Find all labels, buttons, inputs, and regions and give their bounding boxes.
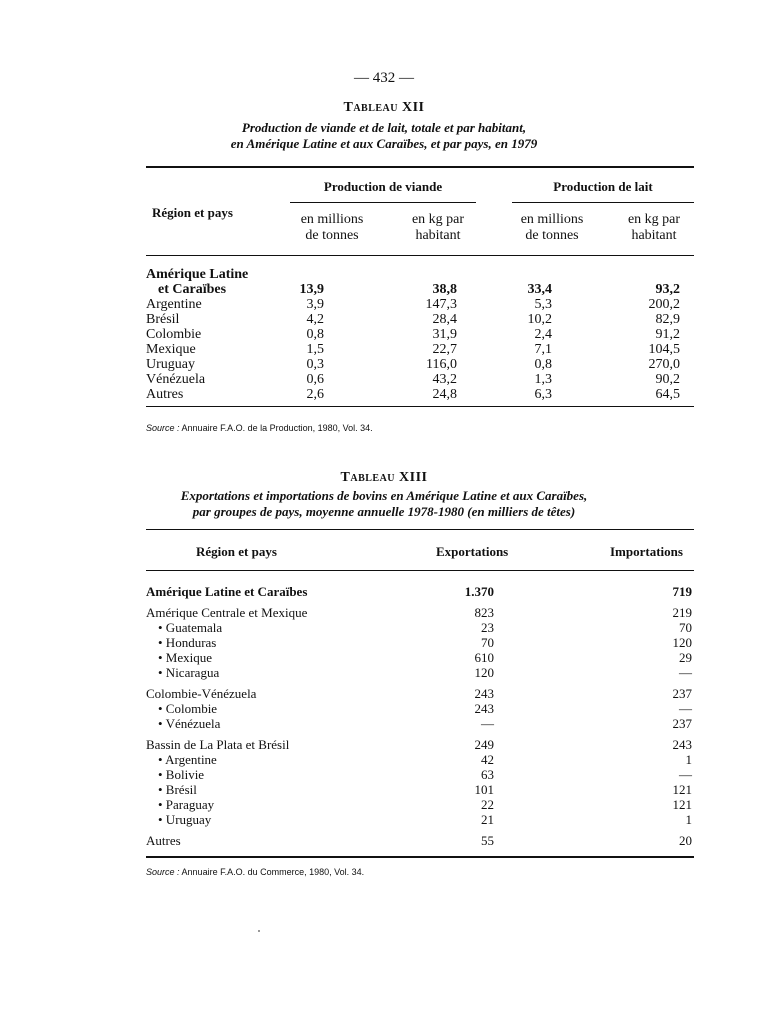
table12-cell: 2,4 <box>534 327 552 342</box>
table12-top-rule <box>146 166 694 168</box>
table12-row-name: Vénézuela <box>146 372 206 387</box>
table12-cell: 4,2 <box>306 312 324 327</box>
table13-row-name: • Vénézuela <box>158 716 221 731</box>
table13-exports: 101 <box>474 782 494 797</box>
table12-cell: 3,9 <box>306 297 324 312</box>
table12-subtitle-line1: Production de viande et de lait, totale et par habitant, <box>241 120 527 135</box>
table12-row <box>146 357 694 372</box>
table12-cell: 116,0 <box>426 357 457 372</box>
table12-row-name: Brésil <box>146 312 180 327</box>
table12-total-label-row <box>146 267 694 282</box>
table13-imports: 70 <box>679 620 692 635</box>
table12-group-meat: Production de viande <box>323 179 443 194</box>
table12-row-name: Uruguay <box>146 357 195 372</box>
table12-row-name: Argentine <box>146 297 202 312</box>
scan-speck <box>258 930 260 932</box>
table13-group-row <box>146 833 694 848</box>
table13-row-name: • Paraguay <box>158 797 215 812</box>
table13-exports: 243 <box>474 701 494 716</box>
table12-row <box>146 372 694 387</box>
table13-imports: 121 <box>672 797 692 812</box>
table13-top-rule <box>146 529 694 530</box>
table12-cell: 0,8 <box>306 327 324 342</box>
table13-row-name: Amérique Latine et Caraïbes <box>146 584 308 599</box>
table13-exports: 1.370 <box>464 584 494 599</box>
table12-total-milk-kg: 93,2 <box>655 282 680 297</box>
table13-row-name: • Mexique <box>158 650 213 665</box>
table13-header-rule <box>146 570 694 571</box>
table13-imports: — <box>679 665 692 680</box>
table12-col-region: Région et pays <box>152 205 233 220</box>
table12-cell: 270,0 <box>648 357 680 372</box>
table12-cell: 104,5 <box>648 342 680 357</box>
table13-row-name: • Brésil <box>158 782 197 797</box>
table13-item-row <box>146 635 694 650</box>
table13-exports: 22 <box>481 797 494 812</box>
table12-cell: 0,6 <box>306 372 324 387</box>
table12-row-name: Mexique <box>146 342 196 357</box>
table13-imports: 120 <box>672 635 692 650</box>
table13-group-row <box>146 737 694 752</box>
table13-item-row <box>146 797 694 812</box>
table12-cell: 22,7 <box>432 342 457 357</box>
table12-cell: 2,6 <box>306 387 324 402</box>
table12-cell: 200,2 <box>648 297 680 312</box>
table13-imports: — <box>679 767 692 782</box>
table12-sub-millions-milk: en millions de tonnes <box>520 212 584 243</box>
table13-exports: 823 <box>474 605 494 620</box>
table13-exports: 610 <box>474 650 494 665</box>
table13-imports: 1 <box>685 752 692 767</box>
table12-milk-underline <box>512 202 694 203</box>
table12-sub-kg-milk: en kg par habitant <box>627 212 681 243</box>
table12-cell: 82,9 <box>655 312 680 327</box>
table13-row-name: • Guatemala <box>158 620 223 635</box>
table12-bottom-rule <box>146 406 694 407</box>
table12-meat-underline <box>290 202 476 203</box>
table12-cell: 28,4 <box>432 312 457 327</box>
table13-col-imports: Importations <box>610 544 683 559</box>
table13-imports: 237 <box>672 686 692 701</box>
table13-item-row <box>146 767 694 782</box>
table13-row-name: • Colombie <box>158 701 218 716</box>
table13-row-name: Autres <box>146 833 181 848</box>
table13-imports: 219 <box>672 605 692 620</box>
table13-item-row <box>146 812 694 827</box>
table12-total-milk-mt: 33,4 <box>527 282 552 297</box>
table12-row-name: Autres <box>146 387 184 402</box>
table12-cell: 91,2 <box>655 327 680 342</box>
table13-imports: 719 <box>672 584 692 599</box>
table13-bottom-rule <box>146 856 694 858</box>
table13-exports: 42 <box>481 752 494 767</box>
table12-cell: 6,3 <box>534 387 552 402</box>
table12-cell: 7,1 <box>534 342 552 357</box>
table12-cell: 147,3 <box>425 297 457 312</box>
page-number: — 432 — <box>354 70 414 86</box>
table12-cell: 10,2 <box>527 312 552 327</box>
table13-item-row <box>146 782 694 797</box>
table12-sub-millions-meat: en millions de tonnes <box>300 212 364 243</box>
table13-row-name: • Uruguay <box>158 812 212 827</box>
table13-imports: — <box>679 701 692 716</box>
table13-group-row <box>146 686 694 701</box>
table12-total-label-1: Amérique Latine <box>146 267 249 282</box>
table12-cell: 5,3 <box>534 297 552 312</box>
table13-subtitle-line1: Exportations et importations de bovins en Amérique Latine et aux Caraïbes, <box>180 488 588 503</box>
table12-row <box>146 342 694 357</box>
table12-cell: 0,3 <box>306 357 324 372</box>
table12-subtitle <box>0 120 768 152</box>
table12-row <box>146 297 694 312</box>
table13-subtitle-line2: par groupes de pays, moyenne annuelle 1978-1980 (en milliers de têtes) <box>192 504 576 519</box>
table13-total-row <box>146 584 694 599</box>
table13-imports: 243 <box>672 737 692 752</box>
table12-cell: 1,3 <box>534 372 552 387</box>
table13-row-name: Bassin de La Plata et Brésil <box>146 737 290 752</box>
table13-imports: 1 <box>685 812 692 827</box>
table12-total-meat-kg: 38,8 <box>432 282 457 297</box>
table12-total-meat-mt: 13,9 <box>299 282 324 297</box>
table13-exports: — <box>481 716 494 731</box>
table12-cell: 0,8 <box>534 357 552 372</box>
table13-item-row <box>146 716 694 731</box>
table13-item-row <box>146 620 694 635</box>
table13-title: Tableau XIII <box>340 470 428 485</box>
table13-source-text: Annuaire F.A.O. du Commerce, 1980, Vol. 34. <box>181 867 365 877</box>
table12-source-text: Annuaire F.A.O. de la Production, 1980, Vol. 34. <box>181 423 373 433</box>
table13-exports: 63 <box>481 767 494 782</box>
table12-row-name: Colombie <box>146 327 202 342</box>
table13-item-row <box>146 752 694 767</box>
table13-row-name: Amérique Centrale et Mexique <box>146 605 308 620</box>
table13-exports: 120 <box>474 665 494 680</box>
table13-imports: 237 <box>672 716 692 731</box>
table13-source <box>146 867 364 877</box>
table12-cell: 64,5 <box>655 387 680 402</box>
table13-exports: 243 <box>474 686 494 701</box>
table12-group-milk: Production de lait <box>553 179 653 194</box>
table13-col-region: Région et pays <box>196 544 277 559</box>
table12-total-label-2: et Caraïbes <box>158 282 227 297</box>
table13-item-row <box>146 665 694 680</box>
table13-imports: 20 <box>679 833 692 848</box>
table13-exports: 55 <box>481 833 494 848</box>
table12-cell: 43,2 <box>432 372 457 387</box>
table12-cell: 31,9 <box>432 327 457 342</box>
table12-cell: 90,2 <box>655 372 680 387</box>
table13-imports: 121 <box>672 782 692 797</box>
table12-cell: 24,8 <box>432 387 457 402</box>
table12-total-row <box>146 282 694 297</box>
table12-row <box>146 327 694 342</box>
table13-row-name: Colombie-Vénézuela <box>146 686 257 701</box>
table13-row-name: • Bolivie <box>158 767 205 782</box>
table12-cell: 1,5 <box>306 342 324 357</box>
table13-source-label: Source : <box>146 867 180 877</box>
table13-row-name: • Argentine <box>158 752 217 767</box>
table12-sub-kg-meat: en kg par habitant <box>411 212 465 243</box>
table12-header-rule <box>146 255 694 256</box>
table12-source <box>146 423 373 433</box>
table12-row <box>146 312 694 327</box>
table12-title: Tableau XII <box>343 100 425 115</box>
table12-subtitle-line2: en Amérique Latine et aux Caraïbes, et par pays, en 1979 <box>230 136 538 151</box>
table13-subtitle <box>0 488 768 520</box>
table12-source-label: Source : <box>146 423 180 433</box>
table13-exports: 70 <box>481 635 494 650</box>
table13-imports: 29 <box>679 650 692 665</box>
table13-item-row <box>146 650 694 665</box>
table12-row <box>146 387 694 402</box>
table13-group-row <box>146 605 694 620</box>
table13-row-name: • Honduras <box>158 635 217 650</box>
table13-exports: 249 <box>474 737 494 752</box>
table13-exports: 23 <box>481 620 494 635</box>
table13-row-name: • Nicaragua <box>158 665 220 680</box>
table13-exports: 21 <box>481 812 494 827</box>
table13-item-row <box>146 701 694 716</box>
table13-col-exports: Exportations <box>436 544 509 559</box>
